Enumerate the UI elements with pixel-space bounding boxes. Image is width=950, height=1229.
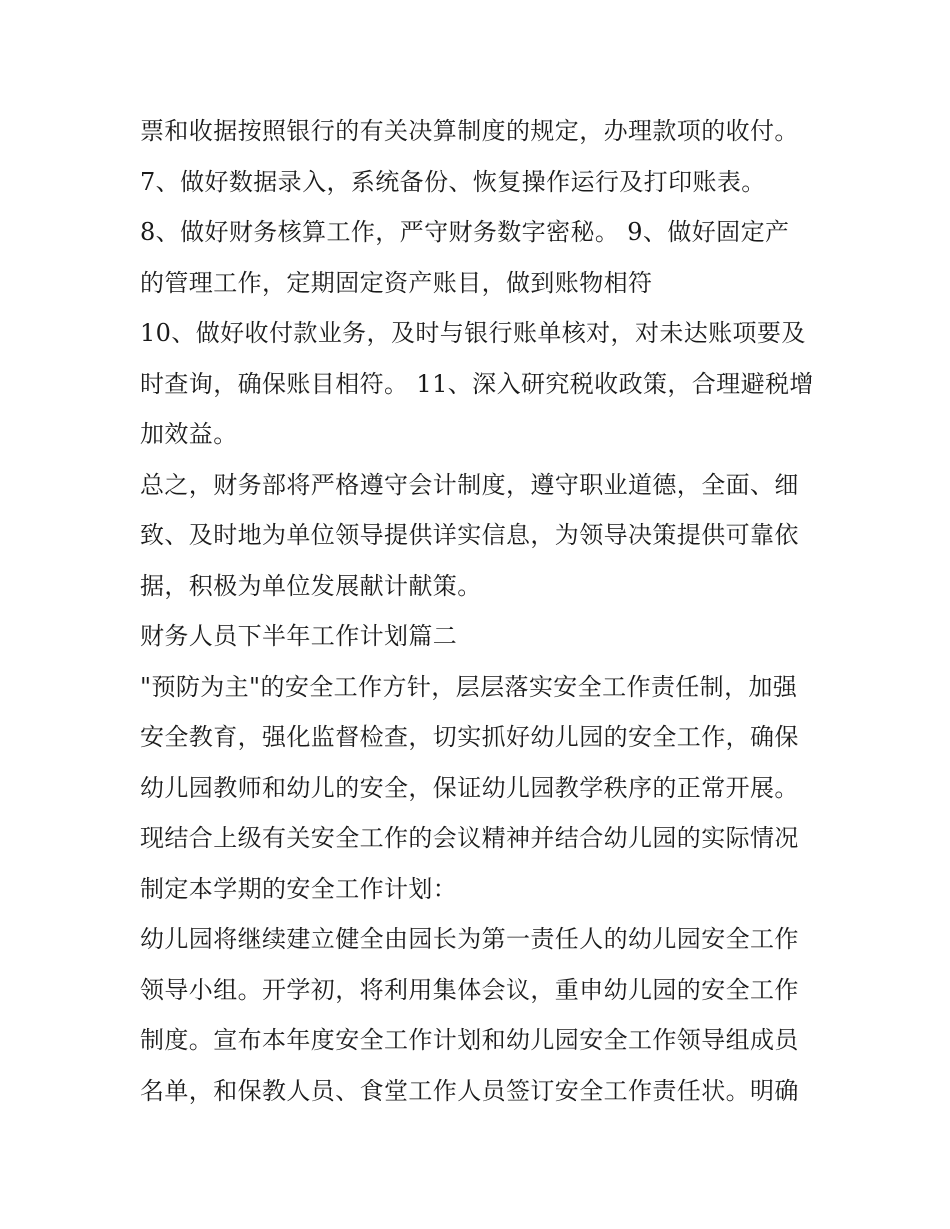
text-line: 领导小组。开学初，将利用集体会议，重申幼儿园的安全工作 [140, 975, 799, 1004]
document-body [140, 106, 820, 1116]
text-line: 7、做好数据录入，系统备份、恢复操作运行及打印账表。 [140, 167, 766, 196]
text-line: "预防为主"的安全工作方针，层层落实安全工作责任制，加强 [140, 672, 798, 701]
text-line: 幼儿园教师和幼儿的安全，保证幼儿园教学秩序的正常开展。 [140, 773, 799, 802]
text-line: 幼儿园将继续建立健全由园长为第一责任人的幼儿园安全工作 [140, 925, 799, 953]
text-line: 8、做好财务核算工作，严守财务数字密秘。 9、做好固定产 [140, 218, 790, 246]
text-line: 的管理工作，定期固定资产账目，做到账物相符 [140, 268, 653, 297]
text-line: 名单，和保教人员、食堂工作人员签订安全工作责任状。明确 [140, 1076, 799, 1105]
text-line: 时查询，确保账目相符。 11、深入研究税收政策，合理避税增 [140, 369, 814, 398]
text-line: 安全教育，强化监督检查，切实抓好幼儿园的安全工作，确保 [140, 723, 799, 751]
text-line: 10、做好收付款业务，及时与银行账单核对，对未达账项要及 [140, 319, 806, 347]
text-line: 总之，财务部将严格遵守会计制度，遵守职业道德，全面、细 [140, 470, 799, 499]
text-line: 制定本学期的安全工作计划： [140, 874, 458, 903]
text-line: 制度。宣布本年度安全工作计划和幼儿园安全工作领导组成员 [140, 1026, 799, 1054]
text-line: 致、及时地为单位领导提供详实信息，为领导决策提供可靠依 [140, 521, 799, 549]
text-line: 票和收据按照银行的有关决算制度的规定，办理款项的收付。 [140, 117, 799, 145]
text-line: 现结合上级有关安全工作的会议精神并结合幼儿园的实际情况 [140, 824, 799, 852]
section-heading: 财务人员下半年工作计划篇二 [140, 622, 458, 650]
text-line: 据，积极为单位发展献计献策。 [140, 571, 482, 600]
text-line: 加效益。 [140, 420, 238, 448]
